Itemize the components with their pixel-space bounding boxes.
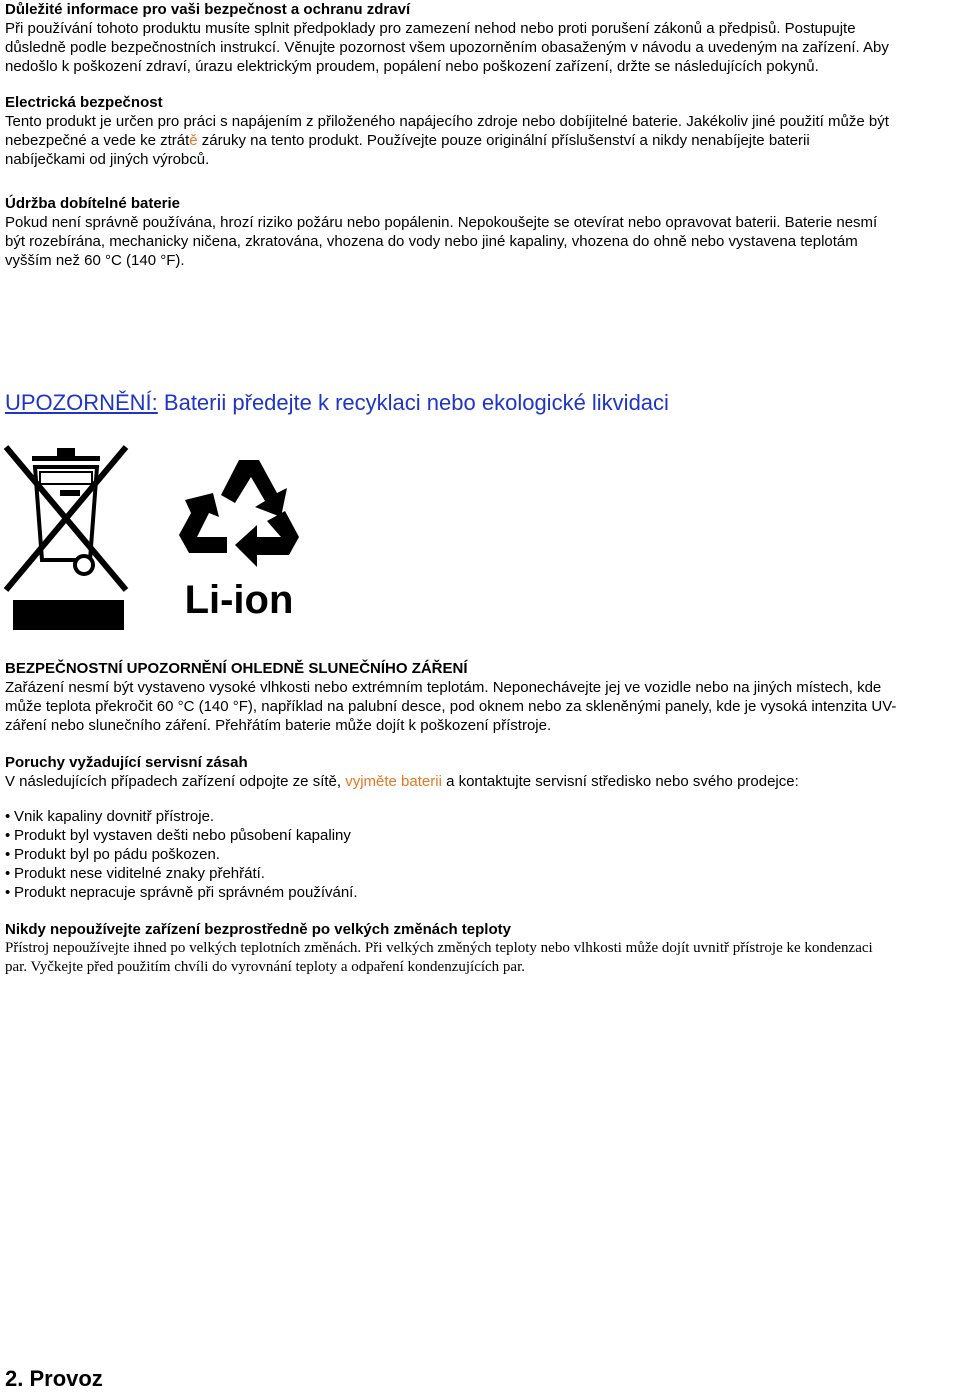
- service-highlight: vyjměte baterii: [345, 773, 442, 790]
- intro-section: [5, 0, 955, 76]
- service-list: [5, 807, 358, 902]
- service-line: [5, 772, 955, 791]
- list-item-text: Produkt nese viditelné znaky přehřátí.: [14, 865, 265, 882]
- electric-highlight: ě: [189, 132, 198, 149]
- sun-heading: BEZPEČNOSTNÍ UPOZORNĚNÍ OHLEDNĚ SLUNEČNÍHO ZÁŘENÍ: [5, 660, 468, 677]
- temperature-heading: Nikdy nepoužívejte zařízení bezprostředně po velkých změnách teploty: [5, 921, 511, 938]
- battery-heading: Údržba dobítelné baterie: [5, 195, 181, 212]
- service-line-part: a kontaktujte servisní středisko nebo svého prodejce:: [441, 773, 799, 790]
- list-item: [5, 826, 358, 845]
- battery-line: Pokud není správně používána, hrozí riziko požáru nebo popálenin. Nepokoušejte se otevírat nebo opravovat baterii. Baterie nesmí: [5, 214, 878, 231]
- service-section: [5, 753, 955, 791]
- bullet-icon: •: [5, 865, 11, 882]
- bullet-icon: •: [5, 827, 11, 844]
- service-line-part: V následujících případech zařízení odpojte ze sítě,: [5, 773, 346, 790]
- section-title: 2. Provoz: [5, 1366, 103, 1391]
- battery-section: [5, 194, 955, 270]
- electric-line-part: nebezpečné a vede ke ztrát: [5, 132, 190, 149]
- recycle-icon: [177, 455, 302, 625]
- electric-section: [5, 93, 955, 169]
- sun-section: [5, 659, 955, 735]
- battery-line: být rozebírána, mechanicky ničena, zkratována, vhozena do vody nebo jiné kapaliny, vhozena do ohně nebo vystavena teplotám: [5, 233, 858, 250]
- battery-line: vyšším než 60 °C (140 °F).: [5, 252, 185, 269]
- temperature-section: [5, 920, 955, 977]
- electric-line: nabíječkami od jiných výrobců.: [5, 151, 210, 168]
- list-item-text: Vnik kapaliny dovnitř přístroje.: [14, 808, 215, 825]
- list-item: [5, 864, 358, 883]
- intro-heading: Důležité informace pro vaši bezpečnost a ochranu zdraví: [5, 1, 411, 18]
- electric-line: [5, 131, 955, 150]
- bullet-icon: •: [5, 884, 11, 901]
- warning-label: UPOZORNĚNÍ:: [5, 390, 158, 415]
- sun-line: může teplota překročit 60 °C (140 °F), například na palubní desce, pod oknem nebo za skleněnými panely, kde je vysoká intenzita UV-: [5, 698, 897, 715]
- crossed-bin-icon: [2, 442, 130, 632]
- intro-line: nedošlo k poškození zdraví, úrazu elektrickým proudem, popálení nebo poškození zařízení, držte se následujících pokynů.: [5, 58, 819, 75]
- electric-line-part: záruky na tento produkt. Používejte pouze originální příslušenství a nikdy nenabíjejte baterii: [197, 132, 810, 149]
- service-heading: Poruchy vyžadující servisní zásah: [5, 754, 248, 771]
- temperature-line: par. Vyčkejte před použitím chvíli do vyrovnání teploty a odpaření kondenzujících par.: [5, 959, 525, 975]
- list-item-text: Produkt byl vystaven dešti nebo působení kapaliny: [14, 827, 351, 844]
- bullet-icon: •: [5, 846, 11, 863]
- sun-line: Zařázení nesmí být vystaveno vysoké vlhkosti nebo extrémním teplotám. Neponechávejte jej ve vozidle nebo na jiných místech, kde: [5, 679, 882, 696]
- list-item-text: Produkt nepracuje správně při správném používání.: [14, 884, 358, 901]
- list-item: [5, 845, 358, 864]
- temperature-line: Přístroj nepoužívejte ihned po velkých teplotních změnách. Při velkých změných teploty nebo vlhkosti může dojít uvnitř přístroje ke kondenzaci: [5, 940, 873, 956]
- list-item: [5, 807, 358, 826]
- sun-line: záření nebo slunečního záření. Přehřátím baterie může dojít k poškození přístroje.: [5, 717, 552, 734]
- recycle-warning: [5, 388, 669, 418]
- list-item-text: Produkt byl po pádu poškozen.: [14, 846, 220, 863]
- li-ion-label: Li-ion: [184, 578, 294, 622]
- warning-text: Baterii předejte k recyklaci nebo ekologické likvidaci: [157, 390, 669, 415]
- intro-line: Při používání tohoto produktu musíte splnit předpoklady pro zamezení nehod nebo proti porušení zákonů a předpisů. Postupujte: [5, 20, 856, 37]
- electric-heading: Electrická bezpečnost: [5, 94, 163, 111]
- electric-line: Tento produkt je určen pro práci s napájením z přiloženého napájecího zdroje nebo dobíjitelné baterie. Jakékoliv jiné použití může být: [5, 113, 889, 130]
- bullet-icon: •: [5, 808, 11, 825]
- list-item: [5, 883, 358, 902]
- intro-line: důsledně podle bezpečnostních instrukcí. Věnujte pozornost všem upozorněním obasaženým v návodu a uvedeným na zařízení. Aby: [5, 39, 889, 56]
